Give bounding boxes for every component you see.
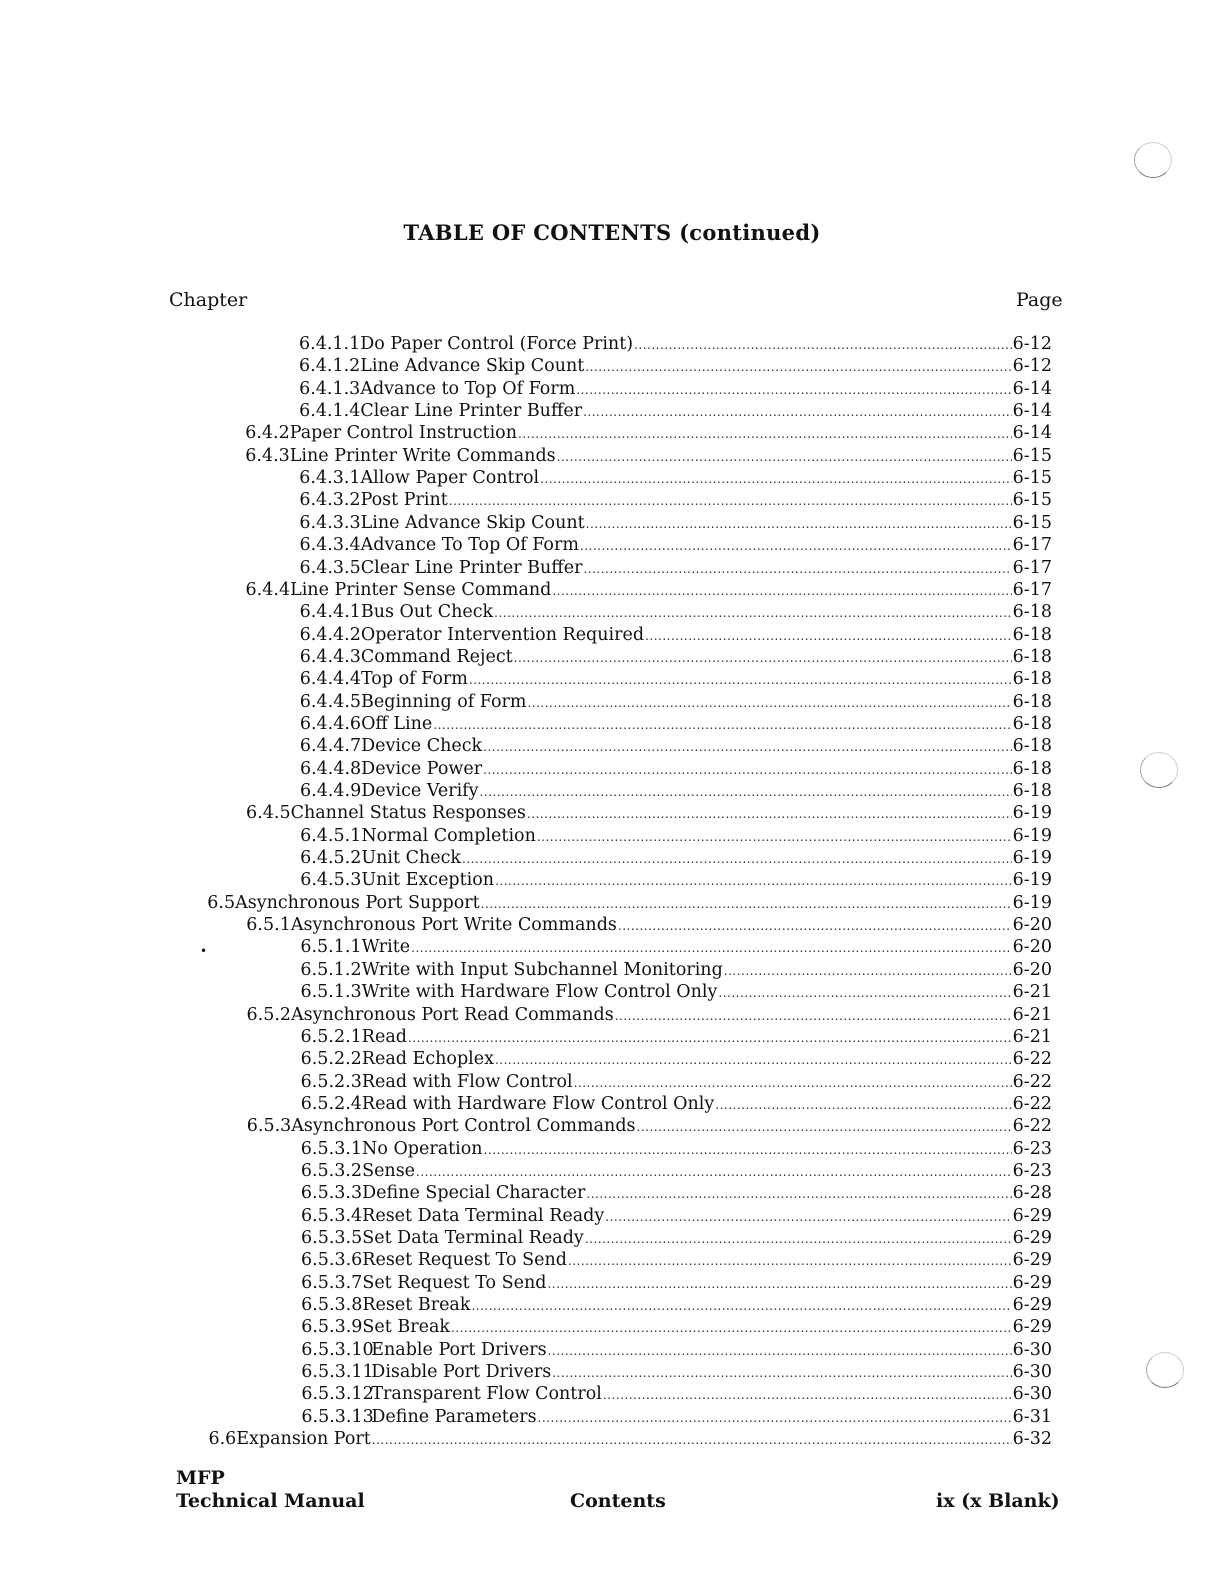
toc-entry-page: 6-18 [1012, 691, 1052, 712]
toc-entry-page: 6-21 [1012, 1004, 1052, 1025]
toc-entry-number: 6.5.3.4 [300, 1205, 363, 1226]
toc-entry-page: 6-21 [1012, 982, 1052, 1003]
toc-entry[interactable] [246, 579, 1052, 601]
toc-entry-title: Set Data Terminal Ready [362, 1228, 584, 1248]
dot-leader [645, 625, 1012, 647]
toc-entry[interactable] [301, 1294, 1052, 1316]
toc-entry-title: Asynchronous Port Write Commands [290, 915, 617, 936]
toc-entry-number: 6.4.4.3 [299, 646, 361, 667]
dot-leader [586, 1183, 1011, 1205]
toc-entry-number: 6.4.1.4 [299, 401, 361, 422]
toc-entry[interactable] [299, 333, 1052, 355]
binder-hole-bottom [1146, 1352, 1184, 1388]
toc-entry-number: 6.4.3 [245, 445, 290, 466]
dot-leader [547, 1273, 1011, 1295]
toc-entry[interactable] [301, 1272, 1052, 1294]
binder-hole-middle [1140, 752, 1178, 788]
dot-leader [480, 781, 1012, 803]
toc-entry-number: 6.4.4.7 [299, 736, 362, 757]
toc-entry[interactable] [207, 892, 1052, 914]
dot-leader [537, 826, 1012, 848]
toc-entry[interactable] [300, 691, 1052, 713]
toc-entry-page: 6-29 [1012, 1295, 1052, 1316]
toc-entry-title: No Operation [362, 1138, 483, 1159]
toc-entry-number: 6.4.5.1 [300, 825, 362, 846]
toc-entry[interactable] [300, 758, 1052, 780]
toc-entry[interactable] [301, 1361, 1052, 1383]
toc-entry[interactable] [247, 1004, 1053, 1026]
dot-leader [634, 334, 1012, 356]
toc-entry-page: 6-15 [1012, 445, 1052, 466]
dot-leader [527, 803, 1012, 825]
toc-entry-number: 6.5.3.7 [301, 1272, 363, 1293]
toc-entry[interactable] [301, 1160, 1052, 1182]
toc-entry[interactable] [300, 825, 1052, 847]
toc-entry-number: 6.4.5.3 [300, 870, 362, 891]
toc-entry-page: 6-14 [1012, 401, 1052, 422]
toc-entry-page: 6-12 [1012, 334, 1052, 354]
dot-leader [585, 1228, 1012, 1250]
toc-entry-title: Do Paper Control (Force Print) [360, 334, 634, 354]
toc-entry-page: 6-19 [1012, 848, 1052, 869]
toc-entry-number: 6.4.1.2 [299, 356, 361, 377]
toc-entry-number: 6.5.3.13 [301, 1406, 374, 1427]
toc-entry-page: 6-30 [1012, 1339, 1052, 1360]
toc-entry-page: 6-20 [1012, 915, 1052, 936]
toc-entry[interactable] [300, 981, 1052, 1003]
toc-entry-page: 6-18 [1012, 602, 1052, 623]
footer-page-number: ix (x Blank) [936, 1490, 1060, 1512]
toc-entry-page: 6-15 [1012, 468, 1052, 489]
toc-entry-number: 6.5 [207, 892, 236, 913]
toc-entry-page: 6-20 [1012, 959, 1052, 980]
toc-entry-number: 6.4.4.2 [299, 624, 361, 645]
toc-entry[interactable] [299, 534, 1052, 556]
toc-entry-page: 6-17 [1012, 557, 1052, 578]
toc-entry-page: 6-22 [1012, 1116, 1052, 1137]
toc-entry-number: 6.5.2 [246, 1004, 292, 1025]
toc-entry-number: 6.5.3.11 [301, 1362, 374, 1383]
toc-entry[interactable] [208, 1428, 1052, 1450]
footer-product: MFP [176, 1467, 225, 1489]
toc-entry-title: Write [361, 937, 411, 958]
toc-entry-number: 6.5.3.5 [301, 1228, 363, 1248]
page-column-header: Page [1016, 289, 1063, 311]
toc-entry[interactable] [300, 668, 1052, 690]
toc-entry-number: 6.4.5.2 [300, 848, 362, 869]
dot-leader [605, 1206, 1011, 1228]
toc-entry-title: Asynchronous Port Control Commands [291, 1116, 636, 1137]
toc-entry-page: 6-18 [1012, 713, 1052, 734]
toc-entry-title: Set Break [362, 1317, 450, 1338]
stray-mark: • [200, 944, 208, 958]
toc-entry[interactable] [301, 1316, 1052, 1338]
toc-entry-title: Asynchronous Port Support [235, 892, 480, 913]
toc-entry-page: 6-30 [1012, 1384, 1052, 1405]
toc-entry-title: Clear Line Printer Buffer [360, 557, 583, 578]
toc-entry-page: 6-18 [1012, 758, 1052, 779]
toc-entry-title: Line Printer Write Commands [289, 445, 556, 466]
toc-entry-page: 6-14 [1012, 378, 1052, 399]
toc-entry-title: Line Advance Skip Count [360, 356, 585, 377]
toc-entry-title: Write with Input Subchannel Monitoring [361, 959, 723, 980]
toc-entry[interactable] [300, 624, 1052, 646]
dot-leader [568, 1250, 1012, 1272]
toc-entry-page: 6-18 [1012, 781, 1052, 801]
page-title: TABLE OF CONTENTS (continued) [403, 220, 821, 245]
dot-leader [618, 915, 1012, 937]
toc-entry-page: 6-17 [1012, 579, 1052, 600]
toc-entry-page: 6-30 [1012, 1362, 1052, 1383]
dot-leader [481, 893, 1012, 915]
toc-entry-title: Disable Port Drivers [371, 1362, 552, 1383]
dot-leader [494, 602, 1012, 624]
toc-entry-number: 6.4.3.4 [299, 535, 361, 556]
toc-entry-title: Read Echoplex [361, 1049, 494, 1070]
toc-entry-number: 6.5.3.2 [300, 1160, 363, 1181]
toc-entry-title: Reset Data Terminal Ready [362, 1205, 605, 1226]
toc-entry[interactable] [247, 1115, 1052, 1137]
toc-entry-page: 6-19 [1012, 892, 1052, 913]
toc-entry-page: 6-32 [1012, 1429, 1052, 1450]
toc-entry-title: Enable Port Drivers [371, 1339, 547, 1360]
toc-entry-number: 6.5.1.2 [300, 959, 362, 980]
toc-entry-page: 6-19 [1012, 825, 1052, 846]
toc-entry-number: 6.5.3.12 [301, 1384, 374, 1405]
toc-entry[interactable] [300, 646, 1052, 668]
toc-entry-number: 6.4.4 [245, 579, 291, 600]
dot-leader [615, 1005, 1012, 1027]
binder-hole-top [1134, 142, 1172, 178]
toc-entry-number: 6.4.4.4 [299, 669, 361, 690]
toc-entry-page: 6-29 [1012, 1317, 1052, 1338]
dot-leader [495, 870, 1012, 892]
toc-entry-title: Sense [362, 1160, 416, 1181]
toc-entry-page: 6-20 [1012, 937, 1052, 958]
toc-entry-number: 6.5.1 [246, 915, 291, 936]
dot-leader [552, 580, 1011, 602]
dot-leader [603, 1384, 1012, 1406]
toc-entry-number: 6.5.3 [246, 1116, 292, 1137]
toc-entry-number: 6.4.4.5 [299, 691, 362, 712]
dot-leader [583, 558, 1011, 580]
toc-entry-page: 6-29 [1012, 1205, 1052, 1226]
toc-entry[interactable] [299, 378, 1052, 400]
toc-entry-title: Reset Request To Send [362, 1250, 567, 1271]
toc-entry-page: 6-18 [1012, 624, 1052, 645]
toc-entry-title: Expansion Port [236, 1429, 371, 1450]
toc-entry[interactable] [246, 802, 1052, 824]
toc-entry-page: 6-21 [1012, 1026, 1052, 1047]
toc-entry[interactable] [300, 713, 1052, 735]
toc-entry-title: Top of Form [360, 669, 468, 690]
toc-entry[interactable] [300, 780, 1052, 802]
toc-entry-title: Line Advance Skip Count [360, 512, 585, 533]
dot-leader [574, 1072, 1012, 1094]
toc-entry[interactable] [300, 869, 1052, 891]
toc-entry-page: 6-31 [1012, 1406, 1052, 1427]
toc-entry-title: Read [361, 1026, 407, 1047]
toc-entry[interactable] [301, 1249, 1052, 1271]
dot-leader [408, 1027, 1012, 1049]
dot-leader [576, 379, 1011, 401]
toc-entry-title: Device Power [361, 758, 483, 779]
toc-entry-page: 6-29 [1012, 1250, 1052, 1271]
toc-entry-number: 6.5.3.6 [301, 1250, 363, 1271]
footer-manual-title: Technical Manual [176, 1490, 365, 1512]
toc-entry-number: 6.4.3.1 [299, 468, 361, 489]
toc-entry-page: 6-19 [1012, 870, 1052, 891]
toc-entry-title: Paper Control Instruction [289, 423, 517, 444]
dot-leader [724, 960, 1012, 982]
toc-entry-number: 6.4.1.3 [299, 378, 361, 399]
toc-entry[interactable] [301, 1026, 1052, 1048]
dot-leader [372, 1429, 1012, 1451]
toc-entry[interactable] [300, 557, 1053, 579]
dot-leader [718, 982, 1011, 1004]
toc-entry-page: 6-22 [1012, 1049, 1052, 1070]
toc-entry[interactable] [299, 400, 1052, 422]
dot-leader [552, 1362, 1011, 1384]
toc-entry-number: 6.5.2.3 [300, 1071, 362, 1092]
toc-entry-page: 6-14 [1012, 423, 1052, 444]
toc-entry-page: 6-29 [1012, 1228, 1052, 1248]
footer-section: Contents [570, 1490, 666, 1512]
toc-entry-number: 6.5.3.10 [301, 1339, 374, 1360]
dot-leader [518, 423, 1012, 445]
toc-entry-number: 6.5.1.3 [300, 982, 362, 1003]
toc-entry[interactable] [299, 512, 1052, 534]
dot-leader [462, 848, 1012, 870]
toc-entry-page: 6-29 [1012, 1272, 1052, 1293]
dot-leader [637, 1116, 1012, 1138]
toc-entry-title: Off Line [361, 713, 433, 734]
toc-entry-page: 6-18 [1012, 646, 1052, 667]
toc-entry-page: 6-15 [1012, 512, 1052, 533]
dot-leader [540, 468, 1012, 490]
toc-entry-title: Define Parameters [371, 1406, 537, 1427]
toc-entry-title: Allow Paper Control [360, 468, 540, 489]
toc-entry[interactable] [301, 1339, 1052, 1361]
toc-entry[interactable] [245, 445, 1052, 467]
toc-entry-title: Device Check [361, 736, 483, 757]
toc-entry[interactable] [301, 1093, 1052, 1115]
toc-entry-number: 6.6 [208, 1429, 237, 1450]
toc-entry-title: Write with Hardware Flow Control Only [361, 982, 718, 1003]
toc-entry-title: Unit Exception [361, 870, 495, 891]
toc-entry-number: 6.5.2.4 [300, 1093, 362, 1114]
toc-entry-title: Bus Out Check [360, 602, 494, 623]
toc-entry[interactable] [299, 467, 1052, 489]
dot-leader [449, 490, 1012, 512]
toc-entry[interactable] [301, 1383, 1052, 1405]
toc-entry-title: Operator Intervention Required [360, 624, 645, 645]
toc-entry-page: 6-18 [1012, 669, 1052, 690]
dot-leader [411, 937, 1012, 959]
toc-entry-number: 6.4.4.9 [300, 781, 362, 801]
toc-entry[interactable] [246, 914, 1052, 936]
toc-entry[interactable] [301, 1406, 1052, 1428]
dot-leader [495, 1049, 1012, 1071]
toc-entry-number: 6.5.2.1 [300, 1026, 362, 1047]
toc-entry-title: Clear Line Printer Buffer [360, 401, 583, 422]
toc-entry-number: 6.4.1.1 [299, 334, 361, 354]
toc-entry[interactable] [301, 1071, 1052, 1093]
dot-leader [433, 714, 1011, 736]
dot-leader [416, 1161, 1012, 1183]
toc-entry-page: 6-15 [1012, 490, 1052, 511]
toc-entry-number: 6.5.3.1 [300, 1138, 363, 1159]
toc-entry-number: 6.4.4.8 [299, 758, 362, 779]
toc-entry-page: 6-28 [1012, 1183, 1052, 1204]
toc-entry-number: 6.5.2.2 [300, 1049, 362, 1070]
toc-entry-page: 6-22 [1012, 1071, 1052, 1092]
toc-entry-title: Command Reject [360, 646, 513, 667]
toc-entry-number: 6.4.5 [246, 803, 291, 824]
toc-entry-title: Read with Hardware Flow Control Only [361, 1093, 715, 1114]
dot-leader [583, 401, 1012, 423]
toc-entry[interactable] [299, 489, 1052, 511]
dot-leader [715, 1094, 1011, 1116]
toc-entry-number: 6.5.3.3 [300, 1183, 363, 1204]
toc-entry[interactable] [300, 735, 1052, 757]
toc-entry-number: 6.4.2 [245, 423, 290, 444]
dot-leader [469, 669, 1012, 691]
chapter-column-header: Chapter [169, 289, 248, 311]
toc-entry-title: Set Request To Send [362, 1272, 547, 1293]
dot-leader [586, 513, 1012, 535]
dot-leader [484, 1139, 1012, 1161]
toc-entry[interactable] [301, 1182, 1052, 1204]
dot-leader [585, 356, 1011, 378]
toc-entry[interactable] [245, 422, 1052, 444]
dot-leader [557, 446, 1012, 468]
toc-entry-title: Post Print [360, 490, 448, 511]
toc-entry-page: 6-19 [1012, 803, 1052, 824]
toc-entry-number: 6.4.3.5 [299, 557, 361, 578]
toc-entry-page: 6-22 [1012, 1093, 1052, 1114]
dot-leader [514, 647, 1012, 669]
toc-entry[interactable] [301, 1227, 1052, 1249]
toc-entry-title: Unit Check [361, 848, 462, 869]
toc-entry-title: Advance To Top Of Form [360, 535, 579, 556]
toc-entry[interactable] [299, 355, 1052, 377]
dot-leader [580, 535, 1012, 557]
toc-entry-page: 6-17 [1012, 535, 1052, 556]
toc-entry[interactable] [300, 959, 1052, 981]
toc-entry-title: Transparent Flow Control [371, 1384, 602, 1405]
dot-leader [538, 1407, 1012, 1429]
toc-entry[interactable] [300, 936, 1052, 958]
toc-entry-number: 6.4.4.6 [299, 713, 362, 734]
toc-entry[interactable] [301, 1138, 1052, 1160]
toc-entry-number: 6.5.3.8 [301, 1295, 363, 1316]
toc-entry-number: 6.5.3.9 [301, 1317, 363, 1338]
dot-leader [471, 1295, 1011, 1317]
dot-leader [483, 759, 1012, 781]
toc-entry-number: 6.4.4.1 [299, 602, 361, 623]
toc-entry[interactable] [301, 1205, 1052, 1227]
dot-leader [548, 1340, 1012, 1362]
toc-entry-title: Channel Status Responses [290, 803, 526, 824]
toc-entry-title: Read with Flow Control [361, 1071, 573, 1092]
toc-entry-title: Line Printer Sense Command [290, 579, 552, 600]
toc-entry-page: 6-23 [1012, 1138, 1052, 1159]
toc-entry-number: 6.4.3.3 [299, 512, 361, 533]
toc-entry-title: Device Verify [361, 781, 479, 801]
toc-entry-title: Advance to Top Of Form [360, 378, 576, 399]
toc-entry[interactable] [300, 847, 1052, 869]
dot-leader [451, 1317, 1012, 1339]
toc-entry-title: Define Special Character [362, 1183, 586, 1204]
toc-entry-page: 6-18 [1012, 736, 1052, 757]
dot-leader [483, 736, 1012, 758]
toc-entry-title: Asynchronous Port Read Commands [291, 1004, 614, 1025]
toc-entry-page: 6-23 [1012, 1160, 1052, 1181]
toc-entry-title: Beginning of Form [361, 691, 527, 712]
toc-entry-title: Reset Break [362, 1295, 471, 1316]
toc-entry-number: 6.5.1.1 [300, 937, 362, 958]
toc-entry[interactable] [300, 601, 1052, 623]
toc-entry-number: 6.4.3.2 [299, 490, 361, 511]
toc-entry-page: 6-12 [1012, 356, 1052, 377]
dot-leader [527, 692, 1011, 714]
toc-entry-title: Normal Completion [361, 825, 536, 846]
toc-entry[interactable] [301, 1048, 1052, 1070]
